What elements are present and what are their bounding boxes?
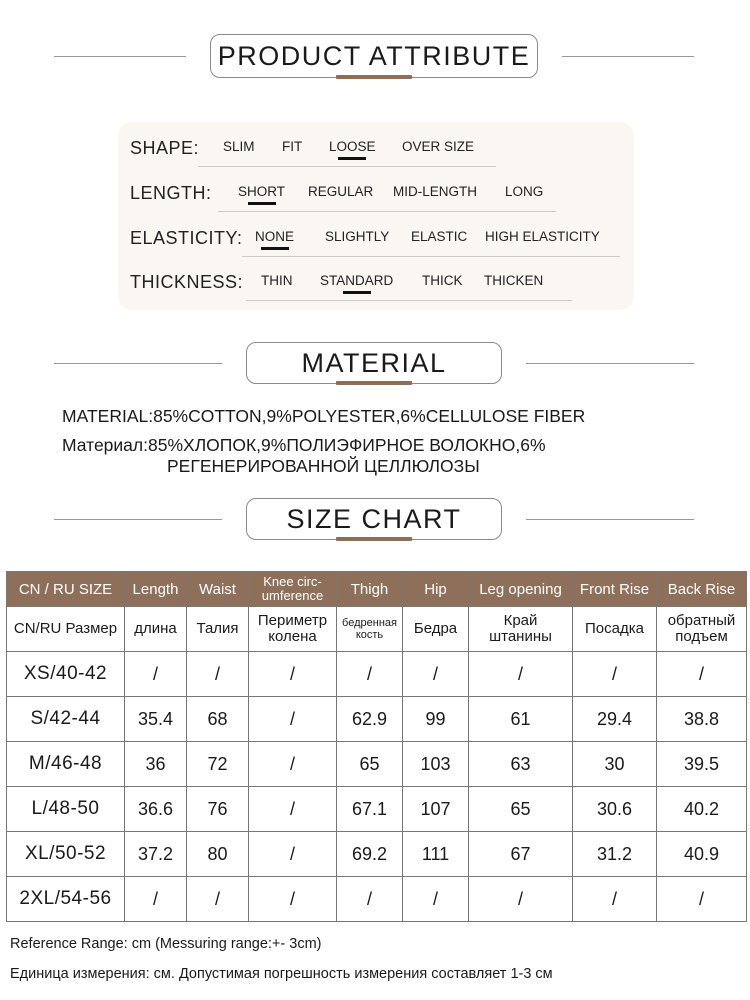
measure-cell: /	[469, 877, 573, 922]
table-row	[7, 787, 747, 832]
material-ru-value-1: 85%ХЛОПОК,9%ПОЛИЭФИРНОЕ ВОЛОКНО,6%	[148, 435, 546, 455]
measure-cell: /	[125, 877, 187, 922]
measure-cell: 65	[469, 787, 573, 832]
size-chart-title: SIZE CHART	[286, 504, 462, 534]
attribute-card	[118, 122, 634, 310]
material-ru-line2	[167, 456, 480, 477]
measure-cell: 29.4	[573, 697, 657, 742]
attr-option: THICKEN	[484, 273, 544, 288]
measure-cell: 72	[187, 742, 249, 787]
size-chart-title-pill	[246, 498, 502, 540]
attr-row-shape	[118, 134, 634, 164]
ru-col-header: Бедра	[403, 607, 469, 652]
material-title-pill	[246, 342, 502, 384]
material-title: MATERIAL	[301, 348, 447, 378]
measure-cell: 80	[187, 832, 249, 877]
measure-cell: /	[469, 652, 573, 697]
material-en-label: MATERIAL:	[62, 406, 154, 426]
ru-col-header: Талия	[187, 607, 249, 652]
ru-col-header: CN/RU Размер	[7, 607, 125, 652]
measure-cell: /	[125, 652, 187, 697]
attr-option: REGULAR	[308, 184, 374, 199]
size-cell: XS/40-42	[7, 652, 125, 697]
col-header: Back Rise	[657, 572, 747, 607]
table-row	[7, 742, 747, 787]
attr-row-elasticity	[118, 224, 634, 254]
attr-option: OVER SIZE	[402, 139, 475, 154]
measure-cell: 38.8	[657, 697, 747, 742]
attr-option: LONG	[505, 184, 544, 199]
header-rule-right	[562, 56, 694, 57]
attr-option: THIN	[261, 273, 293, 288]
measure-cell: 107	[403, 787, 469, 832]
measure-cell: /	[403, 652, 469, 697]
size-cell: L/48-50	[7, 787, 125, 832]
attr-option-selected: LOOSE	[329, 139, 376, 154]
attr-baseline	[246, 300, 572, 301]
material-ru-label: Материал:	[62, 435, 148, 455]
size-table-ru-header-row	[7, 607, 747, 652]
table-row	[7, 652, 747, 697]
size-table-header-row	[7, 572, 747, 607]
header-rule-left	[54, 363, 222, 364]
measure-cell: 36.6	[125, 787, 187, 832]
measure-cell: /	[249, 832, 337, 877]
attr-option: HIGH ELASTICITY	[485, 229, 600, 244]
attr-option-selected: NONE	[255, 229, 294, 244]
measure-cell: /	[249, 742, 337, 787]
selected-mark	[248, 202, 276, 205]
measure-cell: /	[249, 652, 337, 697]
ru-col-header: длина	[125, 607, 187, 652]
measure-cell: 69.2	[337, 832, 403, 877]
measure-cell: /	[573, 652, 657, 697]
col-header: Leg opening	[469, 572, 573, 607]
measure-cell: /	[249, 787, 337, 832]
col-header: Waist	[187, 572, 249, 607]
measure-cell: 111	[403, 832, 469, 877]
ru-col-header: обратный подъем	[657, 607, 747, 652]
size-cell: XL/50-52	[7, 832, 125, 877]
table-row	[7, 697, 747, 742]
attr-baseline	[218, 211, 556, 212]
title-underline	[336, 381, 412, 385]
attr-option-selected: SHORT	[238, 184, 285, 199]
material-en-value: 85%COTTON,9%POLYESTER,6%CELLULOSE FIBER	[153, 406, 586, 426]
measure-cell: 61	[469, 697, 573, 742]
product-attribute-title: PRODUCT ATTRIBUTE	[217, 41, 531, 71]
measure-cell: 65	[337, 742, 403, 787]
attr-option: SLIGHTLY	[325, 229, 390, 244]
measure-cell: 40.2	[657, 787, 747, 832]
col-header: CN / RU SIZE	[7, 572, 125, 607]
measure-cell: /	[573, 877, 657, 922]
attr-option-selected: STANDARD	[320, 273, 393, 288]
size-cell: M/46-48	[7, 742, 125, 787]
header-rule-right	[526, 363, 694, 364]
measure-cell: 31.2	[573, 832, 657, 877]
measure-cell: 30.6	[573, 787, 657, 832]
measure-cell: /	[403, 877, 469, 922]
ru-col-header: Посадка	[573, 607, 657, 652]
measure-cell: 35.4	[125, 697, 187, 742]
measure-cell: /	[657, 652, 747, 697]
measure-cell: 63	[469, 742, 573, 787]
measure-cell: 37.2	[125, 832, 187, 877]
product-attribute-title-pill	[210, 34, 538, 78]
title-underline	[336, 537, 412, 541]
measure-cell: 68	[187, 697, 249, 742]
selected-mark	[343, 291, 371, 294]
attr-option: ELASTIC	[411, 229, 468, 244]
measure-cell: /	[337, 877, 403, 922]
footnote-en: Reference Range: cm (Messuring range:+- 3cm)	[10, 936, 322, 952]
attr-label: LENGTH:	[130, 183, 212, 203]
material-header	[0, 342, 750, 384]
attr-label: THICKNESS:	[130, 272, 244, 292]
measure-cell: 76	[187, 787, 249, 832]
measure-cell: 67	[469, 832, 573, 877]
measure-cell: 62.9	[337, 697, 403, 742]
col-header: Hip	[403, 572, 469, 607]
selected-mark	[338, 157, 366, 160]
measure-cell: 103	[403, 742, 469, 787]
title-underline	[336, 75, 412, 79]
ru-col-header: Периметр колена	[249, 607, 337, 652]
attr-label: ELASTICITY:	[130, 228, 243, 248]
attr-option: FIT	[282, 139, 303, 154]
product-attribute-header	[0, 34, 750, 78]
header-rule-left	[54, 519, 222, 520]
table-row	[7, 832, 747, 877]
header-rule-right	[526, 519, 694, 520]
measure-cell: 39.5	[657, 742, 747, 787]
col-header: Knee circ- umference	[249, 572, 337, 607]
attr-option: MID-LENGTH	[393, 184, 477, 199]
material-ru	[62, 435, 546, 456]
size-chart-table	[6, 571, 747, 922]
footnote-ru: Единица измерения: см. Допустимая погрешность измерения составляет 1-3 см	[10, 966, 553, 982]
measure-cell: /	[187, 652, 249, 697]
material-en	[62, 406, 585, 427]
size-cell: S/42-44	[7, 697, 125, 742]
header-rule-left	[54, 56, 186, 57]
measure-cell: 30	[573, 742, 657, 787]
attr-label: SHAPE:	[130, 138, 200, 158]
col-header: Front Rise	[573, 572, 657, 607]
measure-cell: /	[249, 697, 337, 742]
size-chart-header	[0, 498, 750, 540]
measure-cell: 40.9	[657, 832, 747, 877]
material-ru-value-2: РЕГЕНЕРИРОВАННОЙ ЦЕЛЛЮЛОЗЫ	[167, 456, 480, 476]
ru-col-header: Край штанины	[469, 607, 573, 652]
table-row	[7, 877, 747, 922]
ru-col-header: бедренная кость	[337, 607, 403, 652]
col-header: Thigh	[337, 572, 403, 607]
measure-cell: /	[657, 877, 747, 922]
selected-mark	[261, 247, 289, 250]
measure-cell: /	[187, 877, 249, 922]
measure-cell: 67.1	[337, 787, 403, 832]
measure-cell: 99	[403, 697, 469, 742]
attr-baseline	[198, 166, 496, 167]
attr-row-thickness	[118, 268, 634, 298]
measure-cell: /	[337, 652, 403, 697]
size-cell: 2XL/54-56	[7, 877, 125, 922]
attr-baseline	[242, 256, 620, 257]
attr-option: SLIM	[223, 139, 255, 154]
col-header: Length	[125, 572, 187, 607]
attr-option: THICK	[422, 273, 463, 288]
attr-row-length	[118, 179, 634, 209]
measure-cell: /	[249, 877, 337, 922]
measure-cell: 36	[125, 742, 187, 787]
